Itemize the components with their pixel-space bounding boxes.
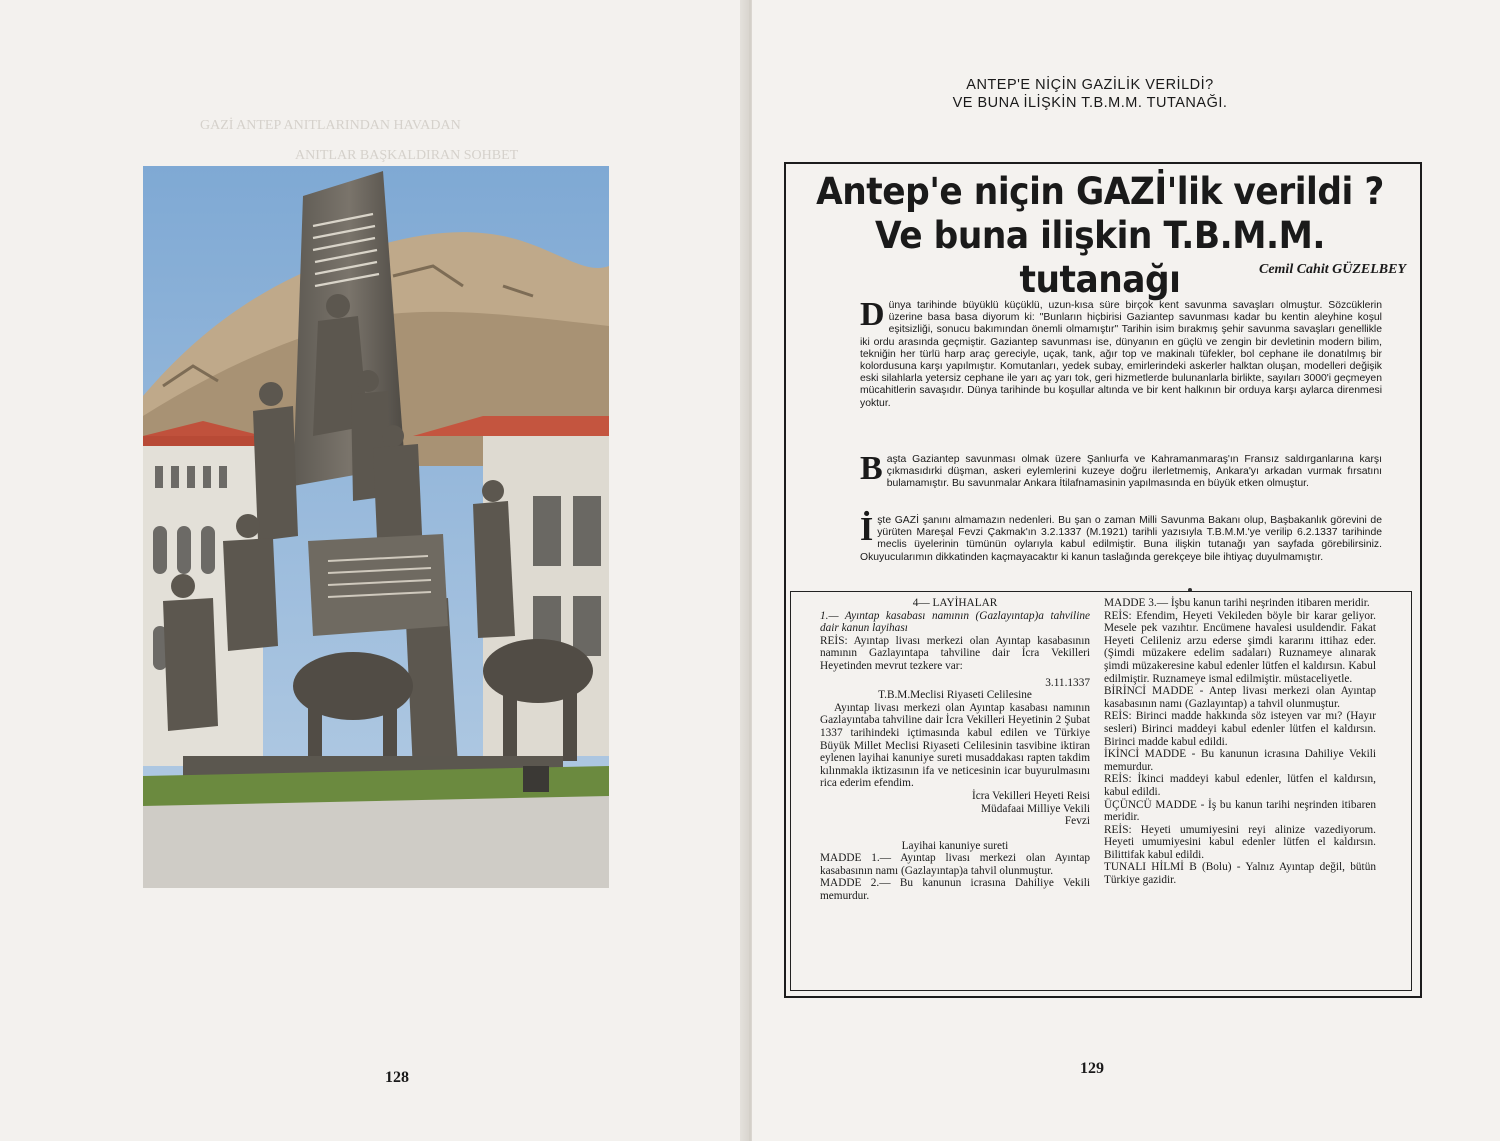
minutes-entry: REİS: Efendim, Heyeti Vekileden böyle bir karar geliyor. Mesele pek vazıhtır. Encümene havalesi usuldendir. Fakat Heyeti Celileniz arzu ederse şimdi kararını ittihaz eder. (Şimdi müzakere edelim sadaları) Ruznameye alınarak şimdi müzakeresine kabul edenler lütfen el kaldırsın. Kabul edilmiştir. Ruznameye ismal edilmiştir. müstaceliyetle. [1104, 609, 1376, 685]
minutes-entry: ÜÇÜNCÜ MADDE - İş bu kanun tarihi neşrinden itibaren meridir. [1104, 798, 1376, 824]
minutes-right-column [1104, 597, 1376, 887]
intro-paragraph [860, 511, 1382, 564]
headline-line1: Antep'e niçin GAZİ'lik verildi ? [816, 170, 1384, 213]
drop-cap: B [860, 450, 883, 487]
author-byline: Cemil Cahit GÜZELBEY [1258, 262, 1406, 277]
article-clause: MADDE 2.— Bu kanunun icrasına Dahiliye Vekili memurdur. [820, 877, 1090, 903]
letter-date: 3.11.1337 [1045, 676, 1090, 689]
minutes-entry: İKİNCİ MADDE - Bu kanunun icrasına Dahiliye Vekili memurdur. [1104, 748, 1376, 773]
minutes-entry: MADDE 3.— İşbu kanun tarihi neşrinden itibaren meridir. [1104, 597, 1370, 609]
running-header-line2: VE BUNA İLİŞKİN T.B.M.M. TUTANAĞI. [952, 95, 1228, 111]
minutes-entry: BİRİNCİ MADDE - Antep livası merkezi olan Ayıntap kasabasının namı (Gazlayıntap) a tahvil olunmuştur. [1104, 685, 1376, 710]
signature-line: İcra Vekilleri Heyeti Reisi [971, 789, 1090, 802]
letter-body: Ayıntap livası merkezi olan Ayıntap kasabası namının Gazlayıntaba tahviline dair İcra Vekilleri Heyetinin 2 Şubat 1337 tarihindeki içtimasında kabul edilen ve Türkiye Büyük Millet Meclisi Riyaseti Celilesinin tasvibine iktiran eylenen layihai kanuniye sureti musaddakası rapten takdim kılınmakla iktizasının ifa ve neticesinin icar buyurulmasını rica ederim efendim. [820, 701, 1090, 790]
intro-text: şte GAZİ şanını almamazın nedenleri. Bu şan o zaman Milli Savunma Bakanı olup, Başbakanlık görevini de yürüten Mareşal Fevzi Çakmak'ın 3.2.1337 (M.1921) tarihli yazısıyla T.B.M.M.'ye verilip 6.2.1337 tarihinde meclis üyelerinin tümünün oylarıyla kabul edilmiştir. Buna ilişkin tutanağı yan sayfada görebilirsiniz. Okuyucularımın dikkatinden kaçmayacaktır ki kanun taslağında gerekçeye bile ihtiyaç duyulmamıştır. [860, 515, 1382, 563]
page-number: 128 [385, 1069, 409, 1086]
letter-addressee: T.B.M.Meclisi Riyaseti Celilesine [878, 689, 1032, 702]
drop-cap: D [860, 296, 885, 333]
section-heading: 4— LAYİHALAR [912, 597, 998, 609]
draft-title: Layihai kanuniye sureti [901, 839, 1009, 852]
bleed-through-line: GAZİ ANTEP ANITLARINDAN HAVADAN [200, 118, 461, 133]
bill-subject: 1.— Ayıntap kasabası namının (Gazlayıntap)a tahviline dair kanun layihası [820, 609, 1090, 635]
signature-line: Müdafaai Milliye Vekili [981, 802, 1090, 815]
running-header-line1: ANTEP'E NİÇİN GAZİLİK VERİLDİ? [966, 77, 1214, 93]
headline-line2: Ve buna ilişkin T.B.M.M. tutanağı [874, 214, 1326, 301]
monument-illustration [143, 166, 609, 888]
signature-line: Fevzi [1064, 815, 1090, 828]
intro-paragraph [860, 296, 1382, 410]
intro-paragraph [860, 450, 1382, 491]
minutes-entry: TUNALI HİLMİ B (Bolu) - Yalnız Ayıntap değil, bütün Türkiye gazidir. [1104, 861, 1376, 887]
left-page [0, 0, 748, 1141]
intro-text: ünya tarihinde büyüklü küçüklü, uzun-kısa süre birçok kent savunma savaşları olmuştur. Sözcüklerin üzerine basa basa diyorum ki: "Bunların hiçbirisi Gaziantep savunması kadar bu kentin aleyhine koşul eşitsizliği, sonucu bakımından önemli olmamıştır" Tarihin isim bırakmış şehir savunma savaşları genellikle iki ordu arasında geçmiştir. Gaziantep savunması ise, dünyanın en güçlü ve zengin bir devletinin modern bilim, tekniğin her türlü harp araç gereciyle, uçak, tank, ağır top ve makinalı tüfekler, bol cephane ile donatılmış bir kolordusuna karşı yapılmıştır. Komutanları, yedek subay, emirlerindeki askerler halktan oluşan, modelleri değişik eski silahlarla yetersiz cephane ile yarı aç yarı tok, geri hizmetlerde bulunanlarla birlikte, sayıları 3000'i geçmeyen mücahitlerin savaşıdır. Dünya tarihinde bu koşullar altında ve bir kent halkının bir orduya karşı aylarca direnmesi yoktur. [860, 300, 1382, 409]
minutes-entry: REİS: Heyeti umumiyesini reyi alinize vazediyorum. Heyeti umumiyesini kabul edenler lütfen el kaldırsın. Bilittifak kabul edildi. [1104, 823, 1376, 861]
drop-cap: İ [860, 511, 874, 548]
monument-photo [143, 166, 609, 888]
speaker-text: REİS: Ayıntap livası merkezi olan Ayıntap kasabasının namının Gazlayıntapa tahviline dair İcra Vekilleri Heyetinden mevrut tezkere var: [820, 634, 1090, 672]
minutes-entry: REİS: İkinci maddeyi kabul edenler, lütfen el kaldırsın, kabul edildi. [1104, 773, 1376, 798]
minutes-left-column [820, 597, 1090, 903]
page-number: 129 [1080, 1060, 1104, 1077]
intro-text: aşta Gaziantep savunması olmak üzere Şanlıurfa ve Kahramanmaraş'ın Fransız saldırganlarına karşı çıkmasıdırki düşman, askeri eylemlerini kuzeye doğru ilerletmemiş, Ankara'yı arkadan vurmak fırsatını bulamamıştır. Bu savunmalar Ankara İtilafnamasinin yapılmasında en büyük etken olmuştur. [886, 454, 1382, 490]
bleed-through-line: ANITLAR BAŞKALDIRAN SOHBET [295, 148, 519, 163]
minutes-entry: REİS: Birinci madde hakkında söz isteyen var mı? (Hayır sesleri) Birinci maddeyi kabul edenler lütfen el kaldırsın. Birinci madde kabul edildi. [1104, 710, 1376, 748]
article-clause: MADDE 1.— Ayıntap livası merkezi olan Ayıntap kasabasının namı (Gazlayıntap)a tahvil olunmuştur. [820, 852, 1090, 877]
